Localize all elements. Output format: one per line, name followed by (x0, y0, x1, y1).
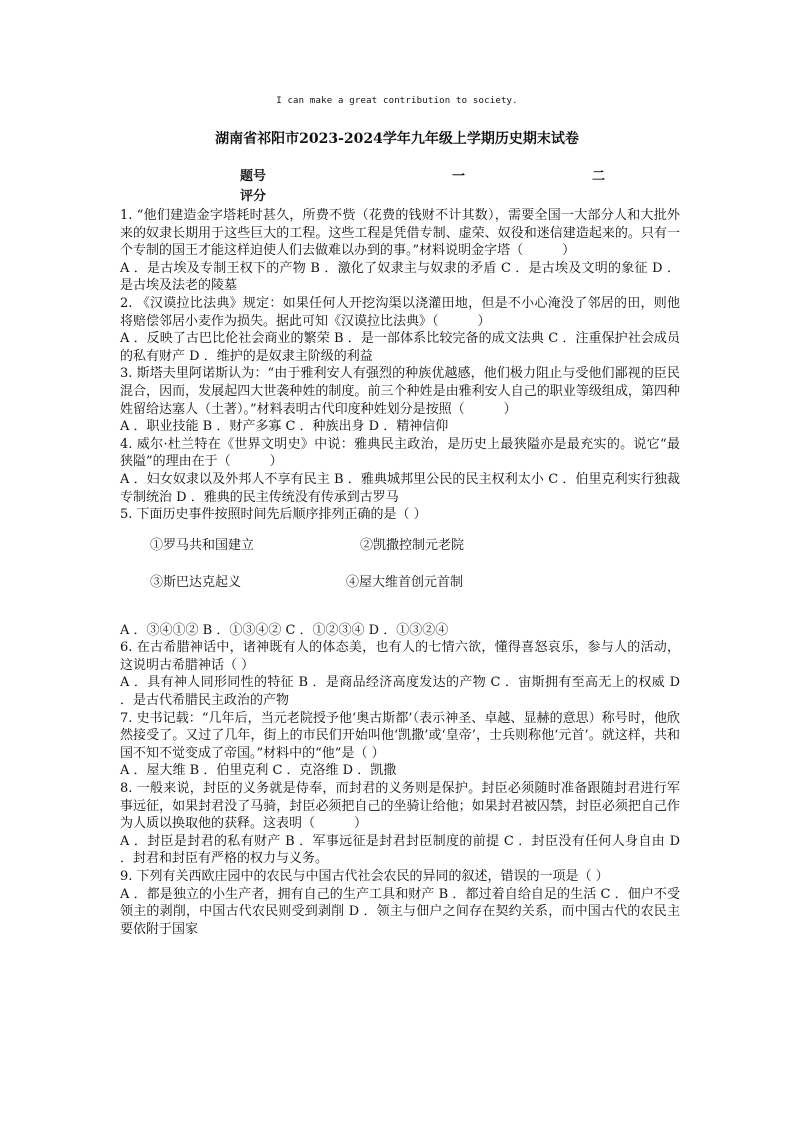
section-one-label: 一 (452, 169, 466, 184)
question-stem: 2. 《汉谟拉比法典》规定：如果任何人开挖沟渠以浇灌田地，但是不小心淹没了邻居的田，则他将赔偿邻居小麦作为损失。据此可知《汉谟拉比法典》（ ） (120, 295, 680, 329)
question-options: A ．是古埃及专制王权下的产物 B ．激化了奴隶主与奴隶的矛盾 C ．是古埃及文明的象征 D ．是古埃及法老的陵墓 (120, 260, 680, 294)
event-item: ①罗马共和国建立 (150, 537, 255, 553)
event-item: ②凯撒控制元老院 (360, 537, 465, 553)
score-header-row (240, 167, 660, 187)
question-options: A ．职业技能 B ．财产多寡 C ．种族出身 D ．精神信仰 (120, 419, 449, 435)
question-stem: 6. 在古希腊神话中，诸神既有人的体态美，也有人的七情六欲，懂得喜怒哀乐，参与人的活动，这说明古希腊神话（ ） (120, 640, 680, 673)
question-options: A ．具有神人同形同性的特征 B ．是商品经济高度发达的产物 C ．宙斯拥有至高无上的权威 D ．是古代希腊民主政治的产物 (120, 675, 680, 709)
questions-body (120, 207, 680, 938)
score-table (240, 167, 660, 207)
question-number-label: 题号 (240, 169, 267, 184)
question-options: A ．③④①② B ．①③④② C ．①②③④ D ．①③②④ (120, 622, 449, 638)
question-stem: 4. 威尔·杜兰特在《世界文明史》中说：雅典民主政治，是历史上最狭隘亦是最充实的。说它“最狭隘”的理由在于（ ） (120, 436, 680, 470)
question-stem: 3. 斯塔夫里阿诺斯认为：“由于雅利安人有强烈的种族优越感，他们极力阻止与受他们鄙视的臣民混合，因而，发展起四大世袭种姓的制度。前三个种姓是由雅利安人自己的职业等级组成，第四种姓留给达塞人（土著）。”材料表明古代印度种姓划分是按照（ ） (120, 366, 680, 417)
question-stem: 5. 下面历史事件按照时间先后顺序排列正确的是（ ） (120, 507, 427, 523)
question-stem: 1. “他们建造金字塔耗时甚久，所费不赀（花费的钱财不计其数），需要全国一大部分人和大批外来的奴隶长期用于这些巨大的工程。这些工程是凭借专制、虚荣、奴役和迷信建造起来的。只有一个专制的国王才能这样迫使人们去做难以办到的事。”材料说明金字塔（ ） (120, 208, 680, 259)
question-stem: 8. 一般来说，封臣的义务就是侍奉，而封君的义务则是保护。封臣必须随时准备跟随封君进行军事远征，如果封君没了马骑，封臣必须把自己的坐骑让给他；如果封君被囚禁，封臣必须把自己作为人质以换取他的获释。这表明（ ） (120, 781, 680, 832)
event-item: ④屋大维首创元首制 (346, 574, 464, 590)
question-options: A ．都是独立的小生产者，拥有自己的生产工具和财产 B ．都过着自给自足的生活 C ．佃户不受领主的剥削，中国古代农民则受到剥削 D ．领主与佃户之间存在契约关系，而中国古代的农民主要依附于国家 (120, 886, 680, 937)
motto-line: I can make a great contribution to society. (276, 96, 518, 106)
section-two-label: 二 (592, 169, 606, 184)
event-item: ③斯巴达克起义 (150, 574, 242, 590)
event-row (150, 573, 680, 610)
question-options: A ．屋大维 B ．伯里克利 C ．克洛维 D ．凯撒 (120, 763, 397, 779)
question-stem: 9. 下列有关西欧庄园中的农民与中国古代社会农民的异同的叙述，错误的一项是（ ） (120, 869, 609, 884)
question-options: A ．妇女奴隶以及外邦人不享有民主 B ．雅典城邦里公民的民主权利太小 C ．伯里克利实行独裁专制统治 D ．雅典的民主传统没有传承到古罗马 (120, 471, 680, 505)
page-title: 湖南省祁阳市2023-2024学年九年级上学期历史期末试卷 (215, 131, 579, 147)
score-value-row (240, 187, 660, 207)
question-stem: 7. 史书记载：“几年后，当元老院授予他‘奥古斯都’（表示神圣、卓越、显赫的意思）称号时，他欣然接受了。又过了几年，街上的市民们开始叫他‘凯撒’或‘皇帝’，士兵则称他‘元首’。就这样，共和国不知不觉变成了帝国。”材料中的“他”是（ ） (120, 710, 680, 761)
question-options: A ．封臣是封君的私有财产 B ．军事远征是封君封臣制度的前提 C ．封臣没有任何人身自由 D ．封君和封臣有严格的权力与义务。 (120, 833, 680, 867)
event-row (150, 536, 680, 573)
score-label: 评分 (240, 189, 267, 204)
question-options: A ．反映了古巴比伦社会商业的繁荣 B ．是一部体系比较完备的成文法典 C ．注重保护社会成员的私有财产 D ．维护的是奴隶主阶级的利益 (120, 331, 680, 364)
event-list-grid (150, 536, 680, 610)
